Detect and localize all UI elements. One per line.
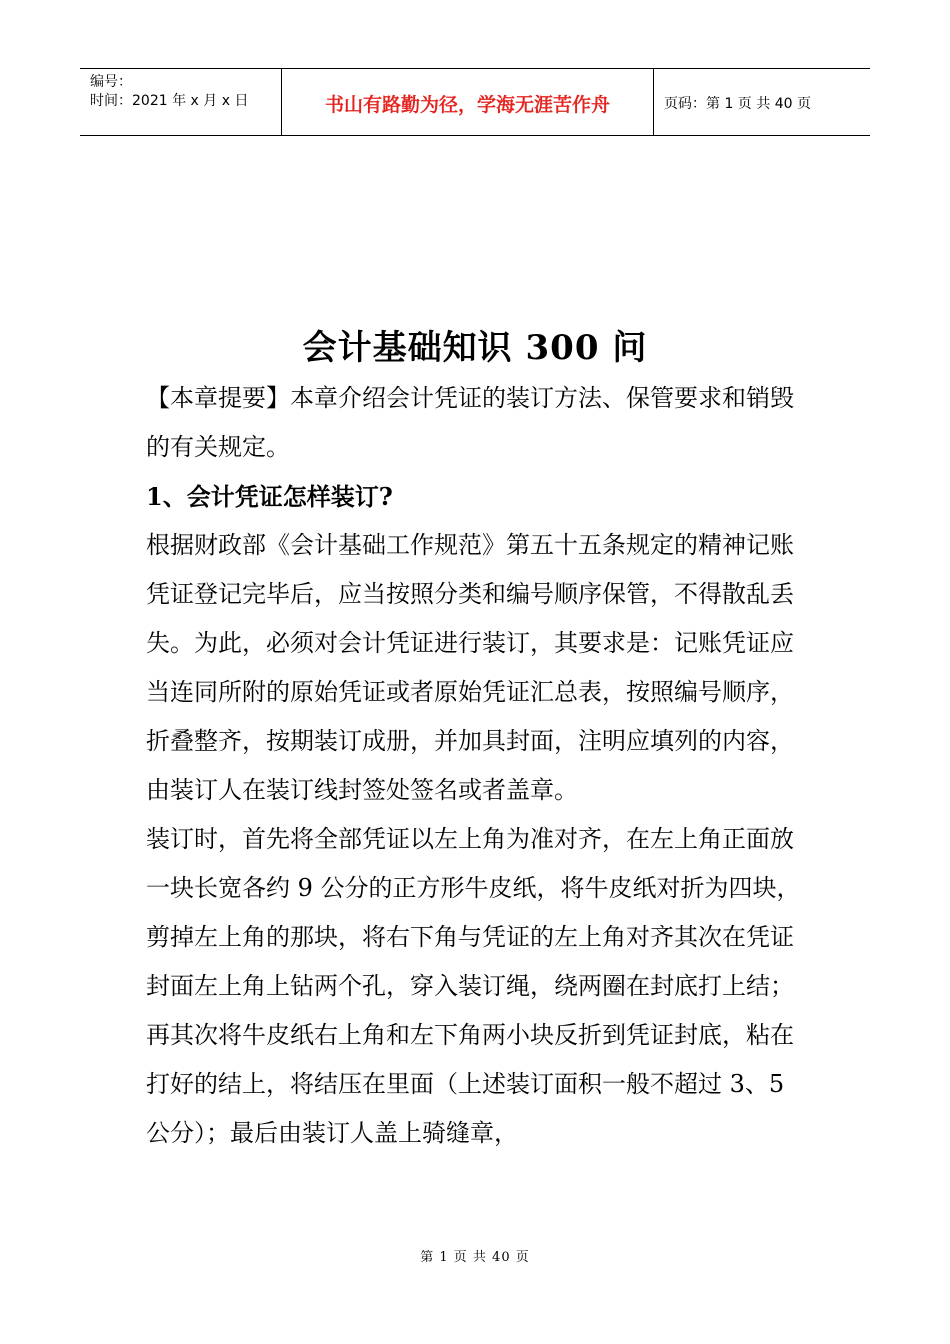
page-footer: 第 1 页 共 40 页	[420, 1250, 530, 1265]
paragraph-binding-steps: 装订时，首先将全部凭证以左上角为准对齐，在左上角正面放一块长宽各约 9 公分的正方形牛皮纸，将牛皮纸对折为四块，剪掉左上角的那块，将右下角与凭证的左上角对齐其次在凭证封面左上角上钻两个孔，穿入装订绳，绕两圈在封底打上结；再其次将牛皮纸右上角和左下角两小块反折到凭证封底，粘在打好的结上，将结压在里面（上述装订面积一般不超过 3、5 公分）；最后由装订人盖上骑缝章，	[146, 825, 801, 1147]
document-title: 会计基础知识 300 问	[302, 328, 648, 368]
document-body	[146, 374, 814, 1158]
paragraph-requirements: 根据财政部《会计基础工作规范》第五十五条规定的精神记账凭证登记完毕后，应当按照分类和编号顺序保管，不得散乱丢失。为此，必须对会计凭证进行装订，其要求是：记账凭证应当连同所附的原始凭证或者原始凭证汇总表，按照编号顺序，折叠整齐，按期装订成册，并加具封面，注明应填列的内容，由装订人在装订线封签处签名或者盖章。	[146, 531, 794, 804]
header-page-info	[654, 69, 870, 135]
serial-label: 编号：	[90, 74, 132, 90]
motto-text: 书山有路勤为径，学海无涯苦作舟	[324, 93, 610, 116]
document-header	[80, 68, 870, 136]
header-motto	[282, 69, 654, 135]
header-meta	[80, 69, 282, 135]
question-heading: 1、会计凭证怎样装订?	[146, 482, 393, 511]
paragraph-summary: 【本章提要】本章介绍会计凭证的装订方法、保管要求和销毁的有关规定。	[146, 384, 794, 461]
page-info-text: 页码：第 1 页 共 40 页	[664, 96, 811, 112]
time-label: 时间：2021 年 x 月 x 日	[90, 93, 249, 109]
